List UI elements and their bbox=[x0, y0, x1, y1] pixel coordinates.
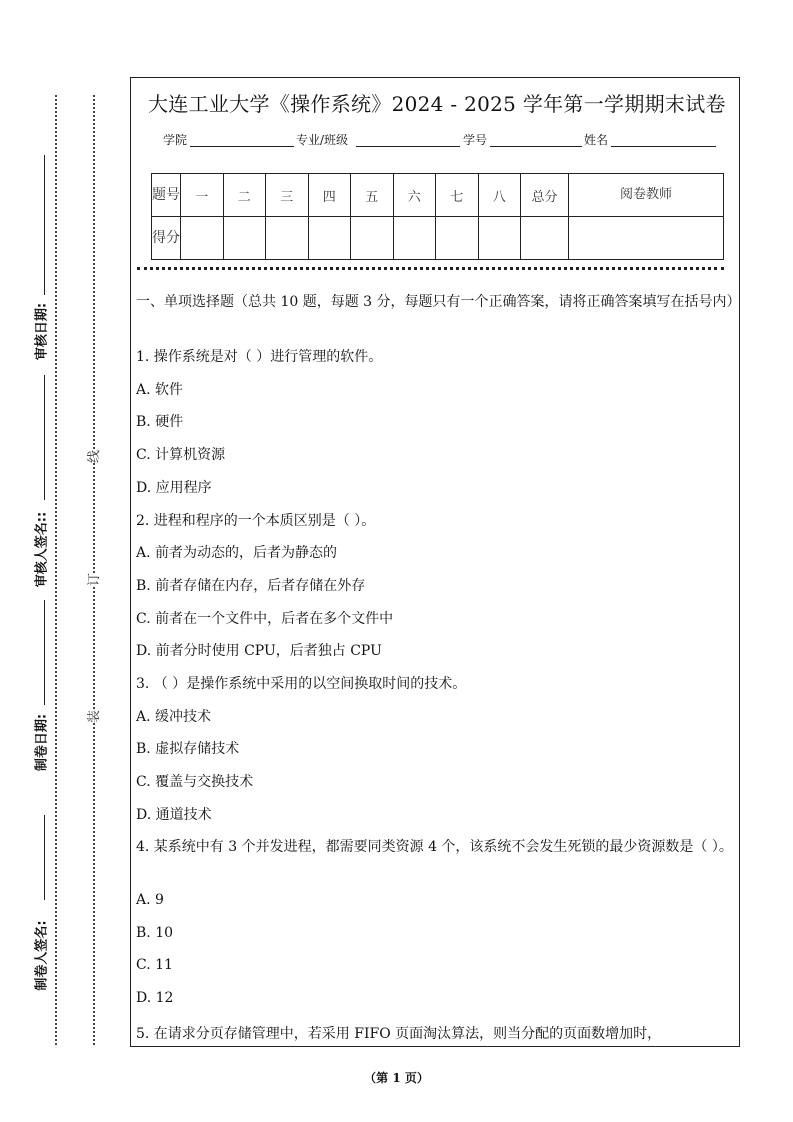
score-cell[interactable] bbox=[181, 217, 224, 260]
header-cell: 五 bbox=[351, 174, 394, 217]
option: C. 覆盖与交换技术 bbox=[136, 774, 254, 791]
header-cell: 总分 bbox=[521, 174, 569, 217]
student-id-label: 学号 bbox=[463, 133, 488, 147]
gutter-char: 装 bbox=[83, 710, 102, 723]
option: A. 缓冲技术 bbox=[136, 708, 212, 725]
score-label-cell: 得分 bbox=[152, 217, 181, 260]
section-heading: 一、单项选择题（总共 10 题，每题 3 分，每题只有一个正确答案，请将正确答案填写在括号内） bbox=[136, 294, 741, 310]
gutter-char: 订 bbox=[83, 573, 102, 586]
maker-sign-label: 制卷人签名: bbox=[34, 920, 50, 991]
make-date-line bbox=[44, 600, 45, 705]
question: 3. （ ）是操作系统中采用的以空间换取时间的技术。 bbox=[136, 676, 467, 692]
option: C. 计算机资源 bbox=[136, 447, 226, 464]
score-cell[interactable] bbox=[521, 217, 569, 260]
option: A. 9 bbox=[136, 892, 164, 908]
score-cell[interactable] bbox=[266, 217, 309, 260]
score-cell[interactable] bbox=[436, 217, 479, 260]
review-date-label: 审核日期: bbox=[34, 302, 50, 361]
score-cell[interactable] bbox=[351, 217, 394, 260]
header-cell: 阅卷教师 bbox=[569, 174, 724, 217]
option: C. 前者在一个文件中，后者在多个文件中 bbox=[136, 610, 394, 627]
option: D. 应用程序 bbox=[136, 479, 212, 496]
score-table bbox=[151, 173, 724, 260]
major-class-label: 专业/班级 bbox=[296, 133, 349, 147]
name-label: 姓名 bbox=[584, 133, 609, 147]
question-5: 5. 在请求分页存储管理中，若采用 FIFO 页面淘汰算法，则当分配的页面数增加时， bbox=[136, 1026, 662, 1042]
question: 2. 进程和程序的一个本质区别是（ ）。 bbox=[136, 512, 376, 529]
score-cell[interactable] bbox=[569, 217, 724, 260]
gutter-dotted-line bbox=[93, 95, 95, 1045]
option: B. 10 bbox=[136, 925, 174, 941]
name-field[interactable] bbox=[611, 146, 716, 147]
header-cell: 四 bbox=[308, 174, 351, 217]
score-cell[interactable] bbox=[393, 217, 436, 260]
gutter-char: 线 bbox=[83, 450, 102, 463]
score-cell[interactable] bbox=[478, 217, 521, 260]
score-cell[interactable] bbox=[223, 217, 266, 260]
exam-title: 大连工业大学《操作系统》2024 - 2025 学年第一学期期末试卷 bbox=[148, 92, 726, 116]
question-4: 4. 某系统中有 3 个并发进程，都需要同类资源 4 个，该系统不会发生死锁的最少资源数是（ ）。 bbox=[136, 839, 733, 855]
header-cell: 八 bbox=[478, 174, 521, 217]
question: 1. 操作系统是对（ ）进行管理的软件。 bbox=[136, 349, 383, 365]
option: D. 通道技术 bbox=[136, 806, 212, 823]
option: A. 软件 bbox=[136, 381, 184, 398]
option: D. 12 bbox=[136, 990, 174, 1006]
header-cell: 七 bbox=[436, 174, 479, 217]
option: B. 硬件 bbox=[136, 414, 184, 431]
header-cell: 六 bbox=[393, 174, 436, 217]
page-number: （第 1 页） bbox=[364, 1071, 429, 1085]
option: A. 前者为动态的，后者为静态的 bbox=[136, 545, 338, 562]
option: C. 11 bbox=[136, 957, 173, 973]
separator bbox=[137, 267, 724, 270]
option: D. 前者分时使用 CPU，后者独占 CPU bbox=[136, 643, 382, 660]
make-date-label: 制卷日期: bbox=[34, 713, 50, 772]
major-class-field[interactable] bbox=[356, 146, 460, 147]
maker-sign-line bbox=[44, 815, 45, 900]
score-cell[interactable] bbox=[308, 217, 351, 260]
header-cell: 题号 bbox=[152, 174, 181, 217]
college-label: 学院 bbox=[163, 133, 188, 147]
header-cell: 二 bbox=[223, 174, 266, 217]
reviewer-sign-label: 审核人签名:: bbox=[34, 511, 50, 588]
option: B. 前者存储在内存，后者存储在外存 bbox=[136, 577, 366, 594]
option: B. 虚拟存储技术 bbox=[136, 741, 240, 758]
college-field[interactable] bbox=[190, 146, 294, 147]
header-cell: 三 bbox=[266, 174, 309, 217]
review-date-line bbox=[44, 155, 45, 295]
binding-dotted-line bbox=[55, 95, 57, 1045]
student-id-field[interactable] bbox=[490, 146, 582, 147]
header-cell: 一 bbox=[181, 174, 224, 217]
reviewer-sign-line bbox=[44, 375, 45, 500]
